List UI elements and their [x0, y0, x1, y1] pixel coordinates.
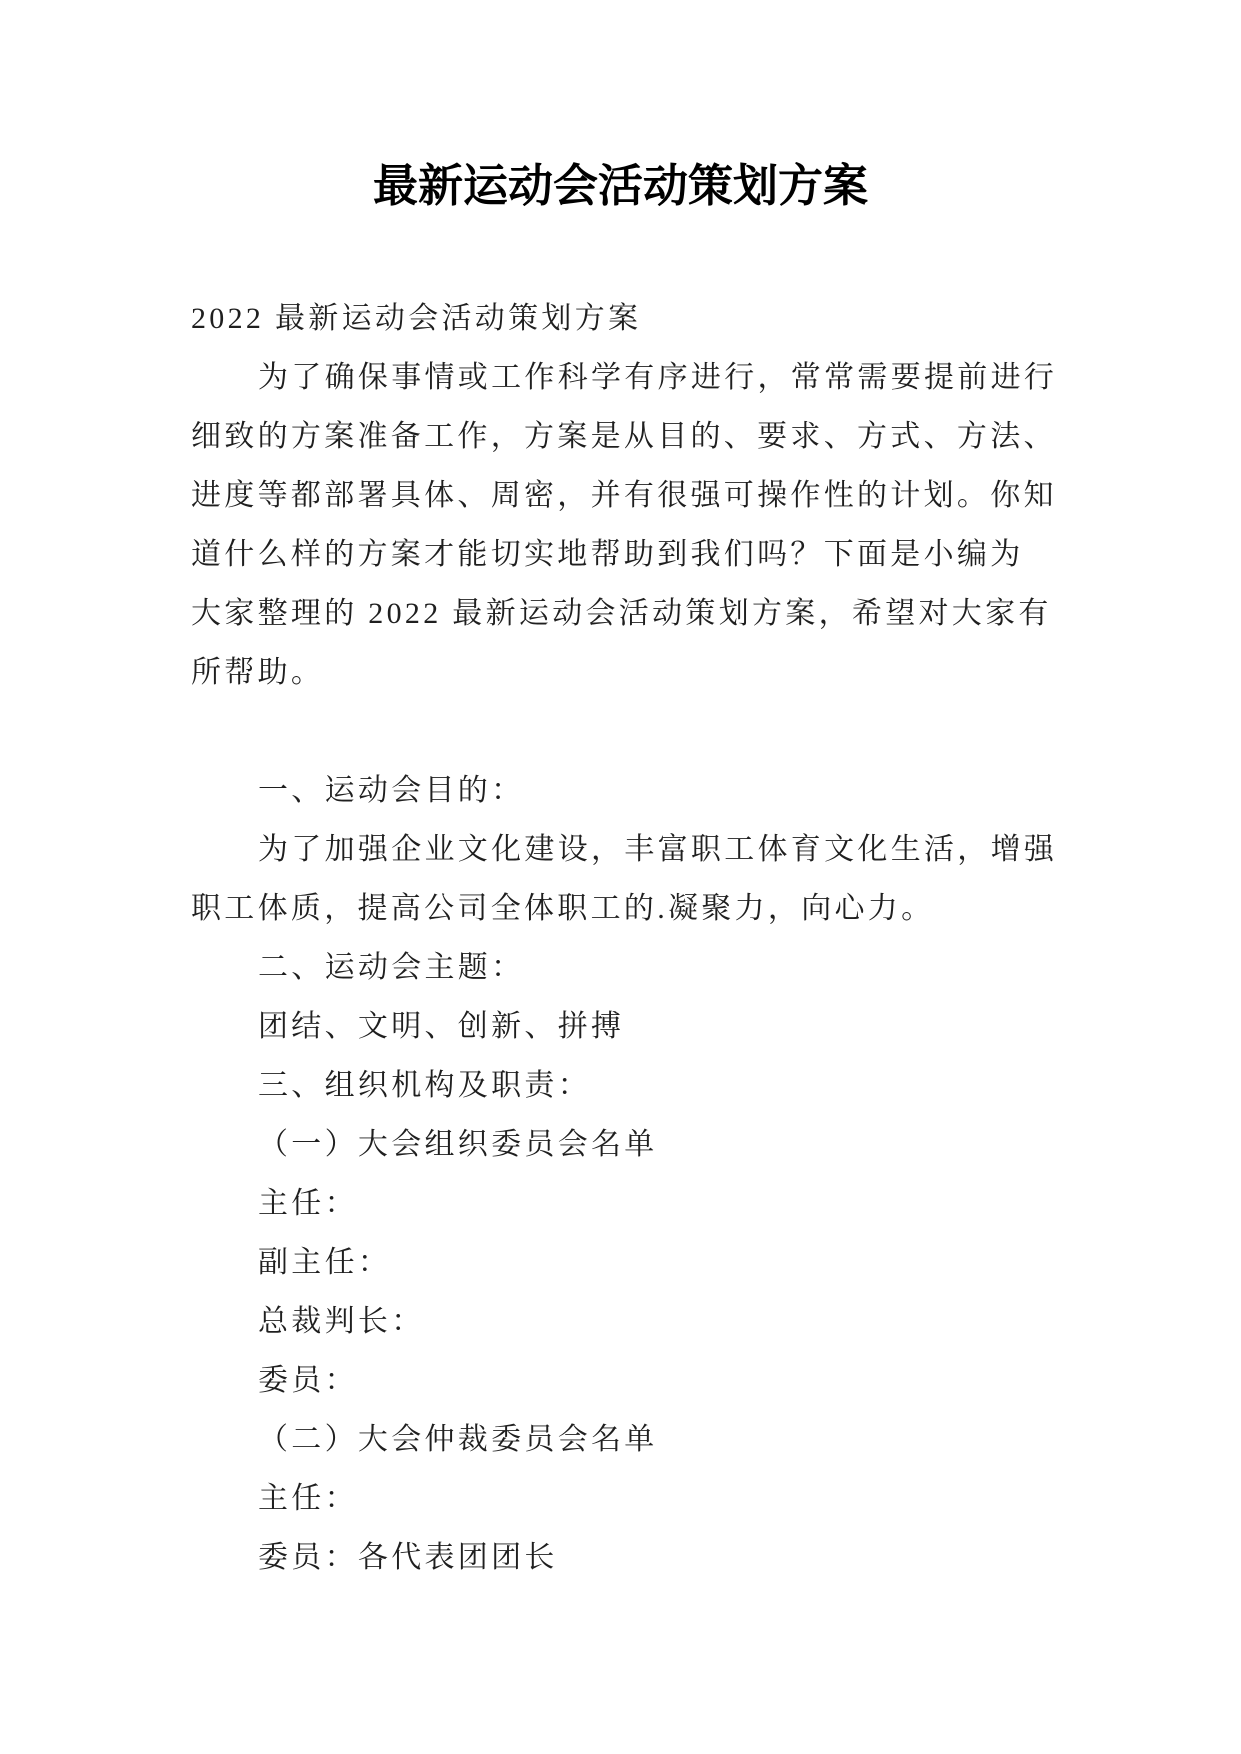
subsection-heading: （一）大会组织委员会名单: [258, 1128, 658, 1161]
committee-role: 副主任：: [258, 1246, 392, 1279]
section-heading: 一、运动会目的：: [258, 774, 525, 807]
section-organization: [191, 1056, 1151, 1587]
arbitration-committee: [191, 1410, 1151, 1587]
intro-line: 细致的方案准备工作，方案是从目的、要求、方式、方法、: [191, 420, 1057, 453]
section-purpose: [191, 761, 1151, 938]
section-text-line: 为了加强企业文化建设，丰富职工体育文化生活，增强: [258, 833, 1058, 866]
intro-line: 大家整理的 2022 最新运动会活动策划方案，希望对大家有: [191, 597, 1052, 630]
section-heading: 三、组织机构及职责：: [258, 1069, 591, 1102]
document-body: [191, 289, 1151, 1587]
committee-role: 总裁判长：: [258, 1305, 425, 1338]
committee-role: 委员：: [258, 1364, 358, 1397]
committee-role: 委员：各代表团团长: [258, 1541, 558, 1574]
document-subtitle: 2022 最新运动会活动策划方案: [191, 302, 642, 335]
intro-paragraph: [191, 348, 1151, 702]
committee-role: 主任：: [258, 1482, 358, 1515]
section-theme: [191, 938, 1151, 1056]
intro-line: 为了确保事情或工作科学有序进行，常常需要提前进行: [258, 361, 1058, 394]
section-text-line: 职工体质，提高公司全体职工的.凝聚力，向心力。: [191, 892, 935, 925]
intro-line: 道什么样的方案才能切实地帮助到我们吗？下面是小编为: [191, 538, 1024, 571]
blank-line: [191, 702, 1151, 761]
section-heading: 二、运动会主题：: [258, 951, 525, 984]
intro-line: 进度等都部署具体、周密，并有很强可操作性的计划。你知: [191, 479, 1057, 512]
document-title: 最新运动会活动策划方案: [372, 159, 868, 212]
section-text-line: 团结、文明、创新、拼搏: [258, 1010, 625, 1043]
intro-line: 所帮助。: [191, 656, 325, 689]
subsection-heading: （二）大会仲裁委员会名单: [258, 1423, 658, 1456]
committee-role: 主任：: [258, 1187, 358, 1220]
organizing-committee: [191, 1115, 1151, 1410]
